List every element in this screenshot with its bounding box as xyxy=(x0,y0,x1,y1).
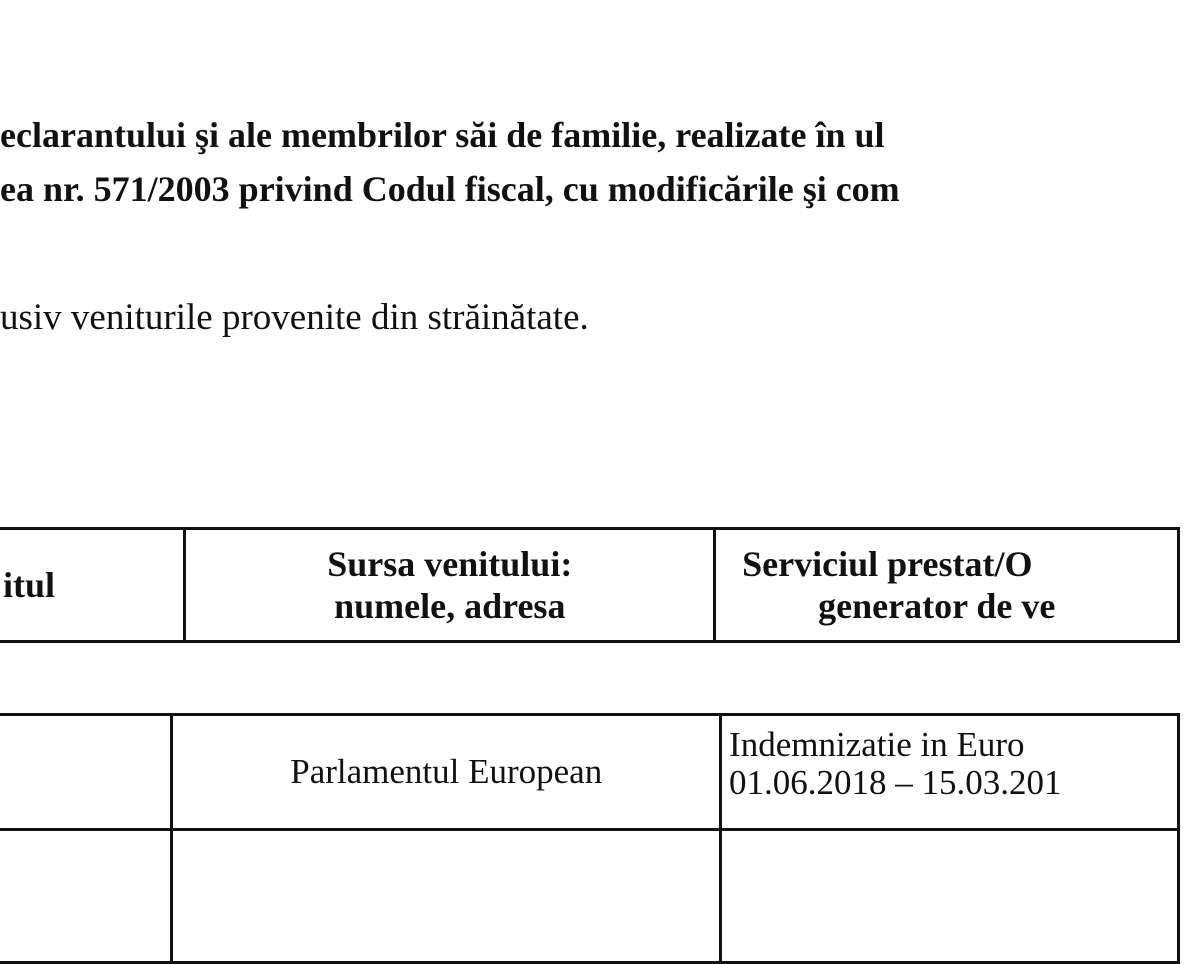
header-income-type xyxy=(0,529,185,642)
row-1-income-type xyxy=(0,715,172,830)
row-2-service-provided xyxy=(721,830,1179,963)
header-income-source-line-2: numele, adresa xyxy=(334,586,566,626)
row-1-service-line-1: Indemnizatie in Euro xyxy=(729,725,1025,764)
row-1-service-line-2: 01.06.2018 – 15.03.201 xyxy=(729,763,1062,802)
table-header-row xyxy=(0,529,1179,642)
row-2-income-source xyxy=(172,830,721,963)
income-table-header xyxy=(0,527,1180,643)
row-1-income-source: Parlamentul European xyxy=(172,715,721,830)
table-row xyxy=(0,830,1179,963)
header-service-provided-line-2: generator de ve xyxy=(818,586,1056,626)
header-service-provided-line-1: Serviciul prestat/O xyxy=(742,544,1033,584)
declaration-heading-line-2: ea nr. 571/2003 privind Codul fiscal, cu modificările şi com xyxy=(0,169,900,209)
header-service-provided xyxy=(715,529,1179,642)
header-income-type-label: itul xyxy=(3,565,56,605)
header-income-source-line-1: Sursa venitului: xyxy=(327,544,573,584)
row-1-service-provided xyxy=(721,715,1179,830)
declaration-note: usiv veniturile provenite din străinătate. xyxy=(0,297,589,338)
row-2-income-type xyxy=(0,830,172,963)
income-table-body xyxy=(0,713,1180,964)
declaration-heading-line-1: eclarantului şi ale membrilor săi de familie, realizate în ul xyxy=(0,115,885,155)
table-row xyxy=(0,715,1179,830)
header-income-source xyxy=(185,529,715,642)
